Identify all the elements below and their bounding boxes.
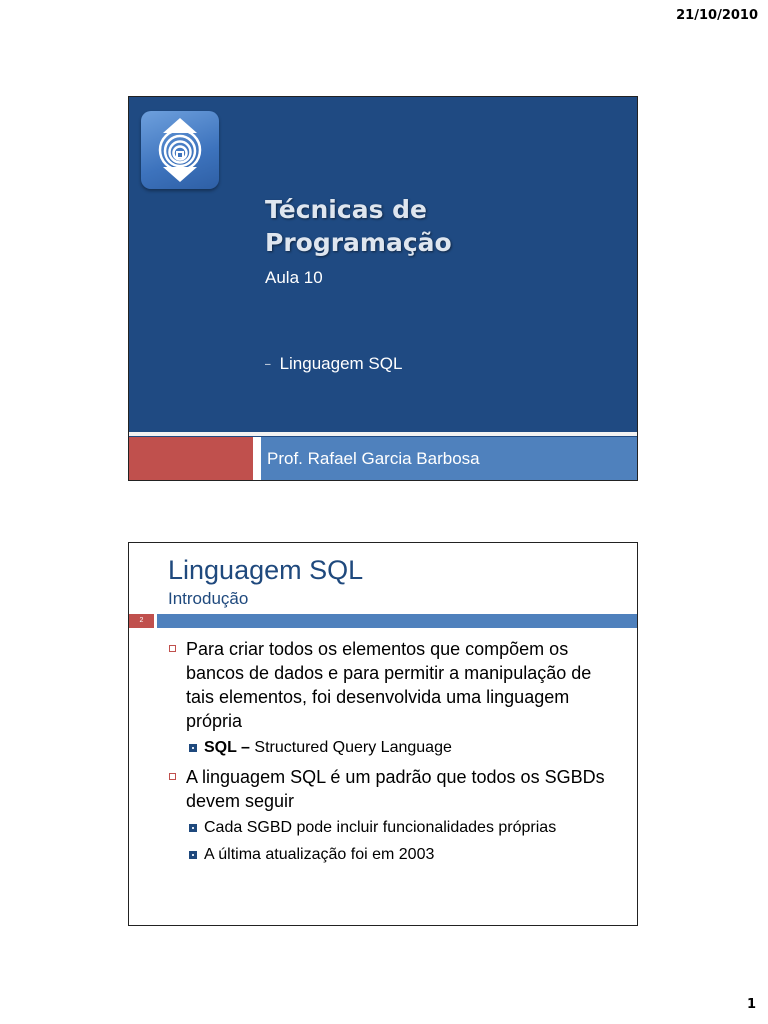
- topic-label: Linguagem SQL: [279, 354, 403, 373]
- filled-square-bullet-icon: [189, 851, 197, 859]
- header-rule: [157, 614, 637, 628]
- filled-square-bullet-icon: [189, 824, 197, 832]
- slide-title: Técnicas de Programação: [265, 195, 452, 257]
- sub-bullet-text: A última atualização foi em 2003: [204, 846, 435, 863]
- slide2-subtitle: Introdução: [168, 589, 249, 608]
- title-slide: [128, 96, 638, 481]
- sub-bullet-item: [169, 817, 619, 839]
- university-logo-icon: [141, 111, 219, 189]
- bullet-list: [169, 637, 619, 871]
- slide-topic: [265, 354, 402, 374]
- topic-dash: –: [265, 359, 271, 371]
- bullet-text: Para criar todos os elementos que compõem os bancos de dados e para permitir a manipulação de tais elementos, foi desenvolvida uma linguagem própria: [186, 639, 592, 731]
- divider-gap: [253, 437, 261, 481]
- sub-bullet-text: Structured Query Language: [249, 739, 452, 756]
- page-number: 1: [746, 997, 756, 1012]
- author-bar: [261, 437, 637, 481]
- square-bullet-icon: [169, 645, 176, 652]
- content-slide: [128, 542, 638, 926]
- author-name: Prof. Rafael Garcia Barbosa: [267, 449, 480, 468]
- accent-block-red: [129, 437, 253, 481]
- slide2-title: Linguagem SQL: [168, 555, 364, 585]
- filled-square-bullet-icon: [189, 744, 197, 752]
- slide-subtitle: Aula 10: [265, 268, 323, 287]
- sub-bullet-text: Cada SGBD pode incluir funcionalidades próprias: [204, 819, 557, 836]
- divider-bar: [129, 432, 637, 436]
- bullet-text: A linguagem SQL é um padrão que todos os SGBDs devem seguir: [186, 767, 605, 811]
- bullet-item: [169, 765, 619, 813]
- sub-bullet-item: [169, 844, 619, 866]
- sub-bullet-item: [169, 737, 619, 759]
- page-date: 21/10/2010: [676, 8, 758, 23]
- slide-number-badge: 2: [129, 614, 154, 628]
- square-bullet-icon: [169, 773, 176, 780]
- bullet-item: [169, 637, 619, 733]
- sub-bullet-bold: SQL –: [204, 739, 250, 756]
